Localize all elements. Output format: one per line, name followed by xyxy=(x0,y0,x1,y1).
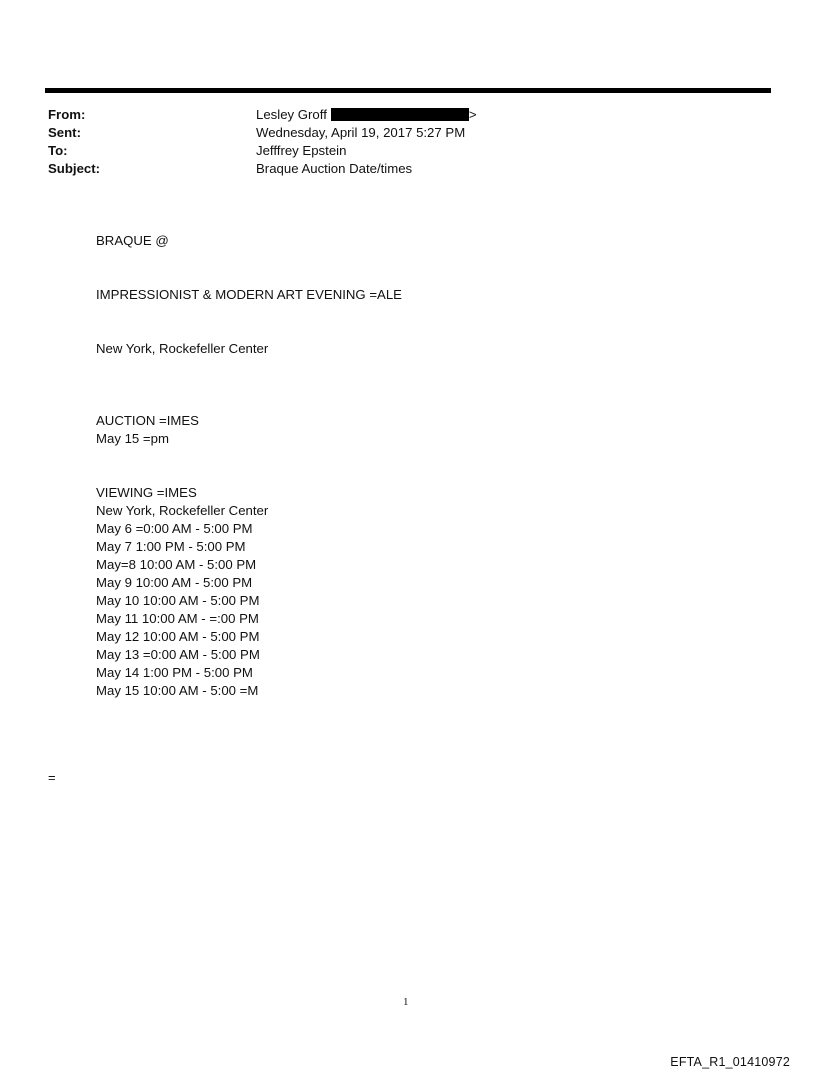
to-value: Jefffrey Epstein xyxy=(256,143,347,158)
viewing-time-line: May 12 10:00 AM - 5:00 PM xyxy=(96,629,260,644)
subject-label: Subject: xyxy=(48,161,101,176)
from-row xyxy=(48,106,748,124)
viewing-time-line: May 10 10:00 AM - 5:00 PM xyxy=(96,593,260,608)
viewing-time-line: May 6 =0:00 AM - 5:00 PM xyxy=(96,521,253,536)
viewing-time-line: May=8 10:00 AM - 5:00 PM xyxy=(96,557,257,572)
redacted-email-address xyxy=(331,108,469,121)
viewing-time-line: May 15 10:00 AM - 5:00 =M xyxy=(96,683,259,698)
viewing-location: New York, Rockefeller Center xyxy=(96,503,269,518)
from-value xyxy=(256,106,477,124)
email-body xyxy=(96,232,696,700)
from-label: From: xyxy=(48,107,86,122)
body-line-braque: BRAQUE @ xyxy=(96,233,169,248)
subject-value: Braque Auction Date/times xyxy=(256,161,413,176)
header-divider xyxy=(45,88,771,93)
body-line-location: New York, Rockefeller Center xyxy=(96,341,269,356)
email-header xyxy=(48,106,748,178)
page-number: 1 xyxy=(403,996,409,1008)
sent-row xyxy=(48,124,748,142)
auction-time: May 15 =pm xyxy=(96,431,169,446)
body-line-sale-title: IMPRESSIONIST & MODERN ART EVENING =ALE xyxy=(96,287,402,302)
viewing-time-line: May 7 1:00 PM - 5:00 PM xyxy=(96,539,246,554)
sent-value: Wednesday, April 19, 2017 5:27 PM xyxy=(256,125,466,140)
stray-equals-mark: = xyxy=(48,770,56,785)
viewing-time-line: May 11 10:00 AM - =:00 PM xyxy=(96,611,259,626)
sender-name: Lesley Groff xyxy=(256,107,327,122)
viewing-time-line: May 9 10:00 AM - 5:00 PM xyxy=(96,575,253,590)
viewing-time-line: May 14 1:00 PM - 5:00 PM xyxy=(96,665,253,680)
auction-times-heading: AUCTION =IMES xyxy=(96,413,199,428)
subject-row xyxy=(48,160,748,178)
sent-label: Sent: xyxy=(48,125,81,140)
document-id: EFTA_R1_01410972 xyxy=(670,1055,790,1069)
to-label: To: xyxy=(48,143,68,158)
to-row xyxy=(48,142,748,160)
viewing-times-heading: VIEWING =IMES xyxy=(96,485,197,500)
viewing-time-line: May 13 =0:00 AM - 5:00 PM xyxy=(96,647,260,662)
email-close-bracket: > xyxy=(468,107,477,122)
